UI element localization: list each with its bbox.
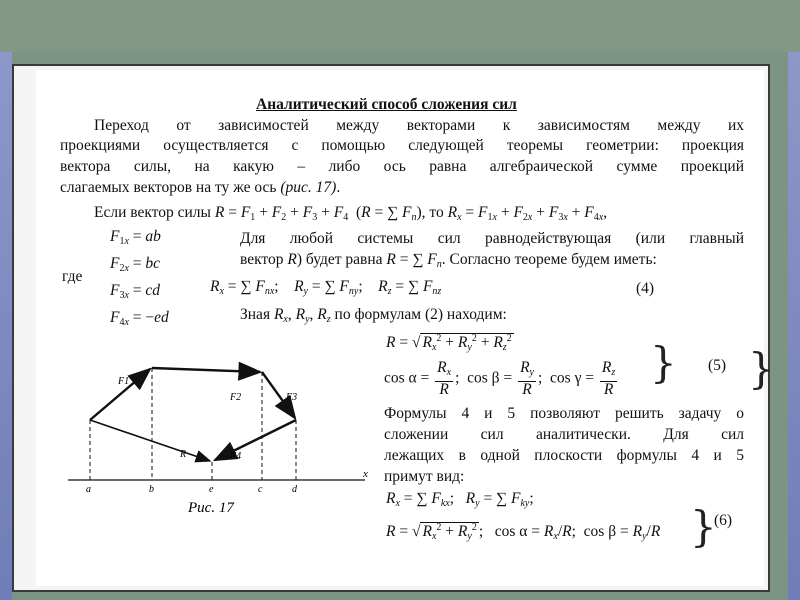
slide-top-bar <box>0 0 800 52</box>
where-label: где <box>62 268 83 285</box>
eq4-label: (4) <box>636 280 655 297</box>
x-axis-label: x <box>363 468 368 480</box>
para2-vector-word: вектор <box>240 251 284 268</box>
eq6-label: (6) <box>714 512 733 529</box>
point-e: e <box>209 484 214 495</box>
if-text: Если вектор силы <box>94 204 211 221</box>
eq5-cosines: cos α = $\frac{R_x}{R}$ ; cos β = $\frac{R_y}{R}$ ; cos γ = $\frac{R_z}{R}$ <box>384 359 616 398</box>
eq5-magnitude: R = √ $R_x^2 + R_y^2 + R_z^2$ <box>386 333 512 354</box>
para1-line1: Переход от зависимостей между векторами к зависимостям между их <box>94 117 744 134</box>
def-f4x: $F_{4x} = -ed$ <box>110 309 169 328</box>
para3-line4: примут вид: <box>384 468 465 485</box>
point-b: b <box>149 484 154 495</box>
def-f3x: $F_{3x}$ = cd <box>110 282 161 301</box>
point-a: a <box>86 484 91 495</box>
para1-last-text: слагаемых векторов на ту же ось <box>60 179 277 196</box>
label-r: R <box>180 449 187 460</box>
knowing-rest: по формулам (2) находим: <box>334 306 507 323</box>
sum-formula-line: Если вектор силы $R = F_1 + F_2 + F_3 + F_4$ (R = ∑ $F_n$), то $R_x = F_{1x} + F_{2x} + F_{3x} + F_{4x}$, <box>94 204 608 223</box>
slide-left-band <box>0 52 12 600</box>
eq6-brace: } <box>690 502 717 551</box>
label-f4: F4 <box>230 451 242 462</box>
eq5-label: (5) <box>708 357 727 374</box>
page-title: Аналитический способ сложения сил <box>256 96 517 113</box>
eq5-brace: } <box>650 338 677 387</box>
knowing-line: Зная $R_x$, $R_y$, $R_z$ по формулам (2) находим: <box>240 306 507 325</box>
para2-line2: вектор R) будет равна R = ∑ $F_n$. Согласно теореме будем иметь: <box>240 251 657 270</box>
knowing-word: Зная <box>240 306 271 323</box>
eq5-outer-brace: } <box>748 344 775 393</box>
para3-line3: лежащих в одной плоскости формулы 4 и 5 <box>384 447 744 464</box>
para1-line3: вектора силы, на какую – либо ось равна алгебраической сумме проекций <box>60 158 744 175</box>
para3-line2: сложении сил аналитически. Для сил <box>384 426 744 443</box>
vector-r <box>90 420 210 461</box>
label-f1: F1 <box>118 376 130 387</box>
para2-theorem-text: . Согласно теореме будем иметь: <box>441 251 657 268</box>
then-text: , то <box>421 204 444 221</box>
label-f2: F2 <box>230 392 242 403</box>
eq6-sums: $R_x$ = ∑ $F_{kx}$; $R_y$ = ∑ $F_{ky}$; <box>386 490 534 509</box>
eq4-formulas: $R_x$ = ∑ $F_{nx}$; $R_y$ = ∑ $F_{ny}$; $R_z$ = ∑ $F_{nz}$ <box>210 278 442 297</box>
point-d: d <box>292 484 297 495</box>
para2-equal-text: ) будет равна <box>296 251 383 268</box>
figure-17-diagram <box>60 350 380 526</box>
vector-f2 <box>152 368 260 372</box>
eq6-magnitude: R = √ $R_x^2 + R_y^2$ ; $\cos \alpha = R_x/R$; $\cos \beta = R_y/R$ <box>386 522 661 543</box>
vector-f4 <box>215 420 296 460</box>
def-f1x: $F_{1x}$ = ab <box>110 228 161 247</box>
def-f2x: $F_{2x}$ = bc <box>110 255 161 274</box>
para1-line4: слагаемых векторов на ту же ось (рис. 17). <box>60 179 341 196</box>
slide-right-band <box>788 52 800 600</box>
point-c: c <box>258 484 263 495</box>
para3-line1: Формулы 4 и 5 позволяют решить задачу о <box>384 405 744 422</box>
para2-line1: Для любой системы сил равнодействующая (или главный <box>240 230 744 247</box>
label-f3: F3 <box>286 392 298 403</box>
figure-reference: (рис. 17) <box>280 179 337 196</box>
figure-caption: Рис. 17 <box>188 500 234 516</box>
para1-line2: проекциями осуществляется с помощью следующей теоремы геометрии: проекция <box>60 137 744 154</box>
